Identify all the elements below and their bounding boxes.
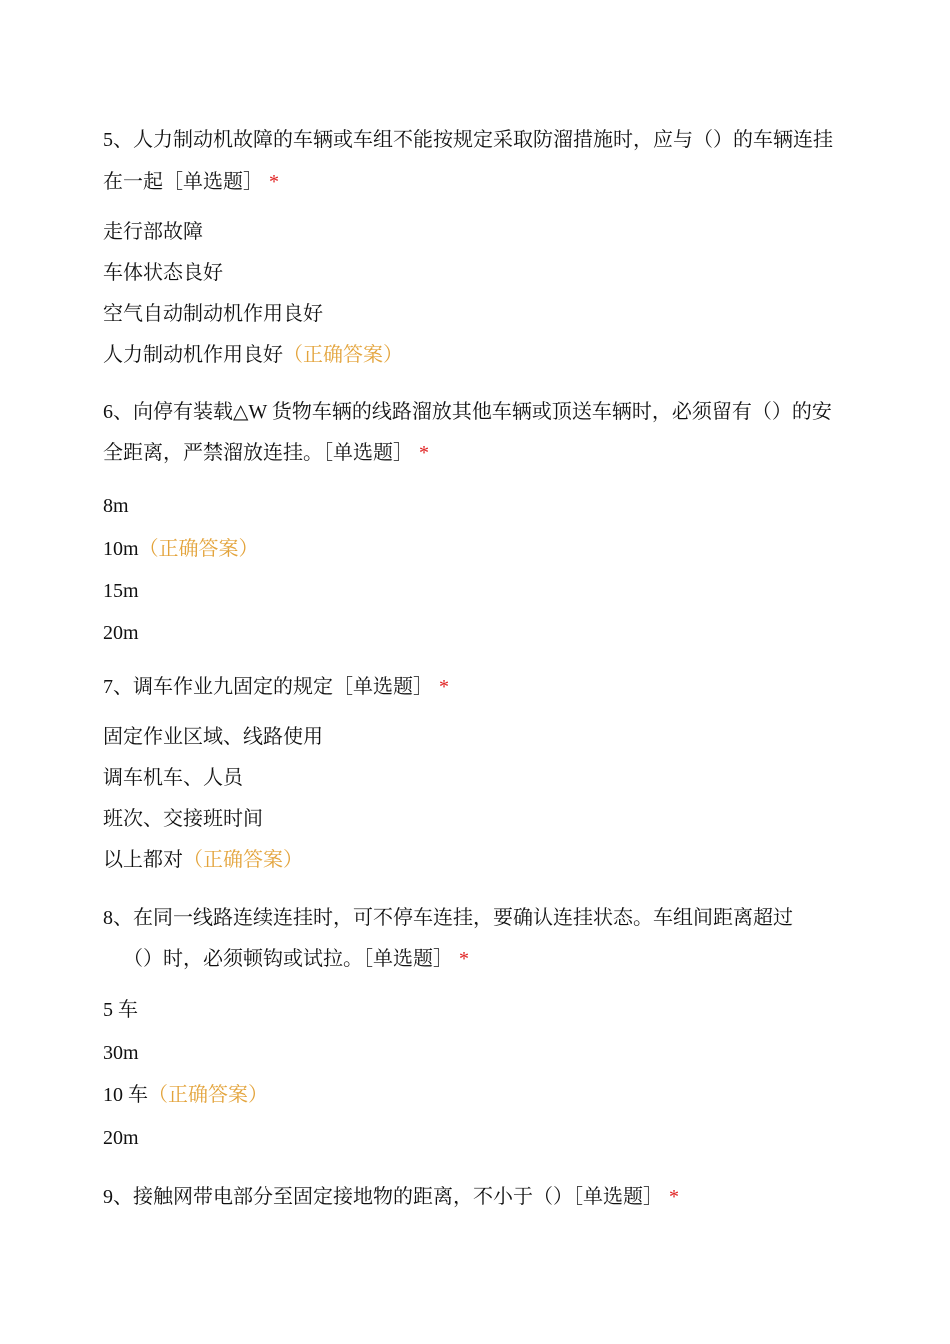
question-8-text-cont: （）时，必须顿钩或试拉。［单选题］ * <box>123 948 469 970</box>
option-5-3: 空气自动制动机作用良好 <box>103 303 323 325</box>
question-8-text: 8、在同一线路连续连挂时，可不停车连挂，要确认连挂状态。车组间距离超过 <box>103 907 793 929</box>
required-mark: * <box>419 442 429 464</box>
option-6-4: 20m <box>103 622 139 644</box>
correct-answer-label: （正确答案） <box>183 849 303 871</box>
option-5-2: 车体状态良好 <box>103 262 223 284</box>
question-5-text: 5、人力制动机故障的车辆或车组不能按规定采取防溜措施时，应与（）的车辆连挂 <box>103 129 833 151</box>
option-6-2: 10m（正确答案） <box>103 538 259 560</box>
required-mark: * <box>269 171 279 193</box>
required-mark: * <box>669 1186 679 1208</box>
question-7-text: 7、调车作业九固定的规定［单选题］ * <box>103 676 449 698</box>
option-7-2: 调车机车、人员 <box>103 767 243 789</box>
correct-answer-label: （正确答案） <box>283 344 403 366</box>
required-mark: * <box>439 676 449 698</box>
required-mark: * <box>459 948 469 970</box>
option-5-1: 走行部故障 <box>103 221 203 243</box>
option-8-3: 10 车（正确答案） <box>103 1084 268 1106</box>
question-6-text: 6、向停有装载△W 货物车辆的线路溜放其他车辆或顶送车辆时，必须留有（）的安 <box>103 401 832 423</box>
correct-answer-label: （正确答案） <box>148 1084 268 1106</box>
option-6-1: 8m <box>103 495 129 517</box>
option-6-3: 15m <box>103 580 139 602</box>
option-7-4: 以上都对（正确答案） <box>103 849 303 871</box>
option-8-2: 30m <box>103 1042 139 1064</box>
correct-answer-label: （正确答案） <box>138 538 259 560</box>
question-6-text-cont: 全距离，严禁溜放连挂。［单选题］ * <box>103 442 429 464</box>
question-5-text-cont: 在一起［单选题］ * <box>103 171 279 193</box>
option-8-1: 5 车 <box>103 999 138 1021</box>
question-9-text: 9、接触网带电部分至固定接地物的距离，不小于（）［单选题］ * <box>103 1186 679 1208</box>
option-7-3: 班次、交接班时间 <box>103 808 263 830</box>
option-7-1: 固定作业区域、线路使用 <box>103 726 323 748</box>
option-8-4: 20m <box>103 1127 139 1149</box>
option-5-4: 人力制动机作用良好（正确答案） <box>103 344 403 366</box>
